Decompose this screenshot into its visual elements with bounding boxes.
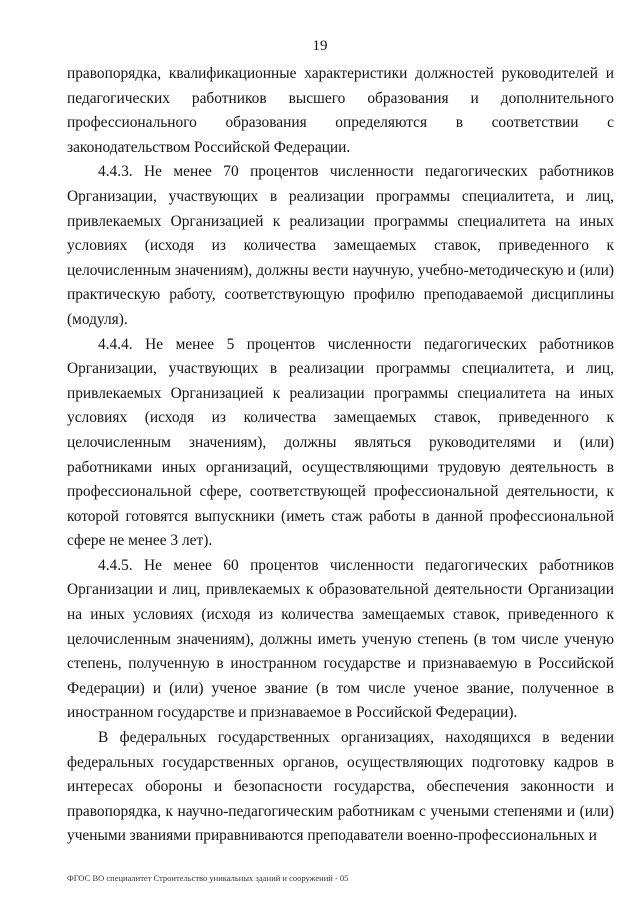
page-number: 19 xyxy=(312,38,328,54)
document-footer: ФГОС ВО специалитет Строительство уникальных зданий и сооружений - 05 xyxy=(67,873,349,883)
paragraph-4-4-4: 4.4.4. Не менее 5 процентов численности педагогических работников Организации, участвующих в реализации программы специалитета, и лиц, привлекаемых Организацией к реализации программы специалитета на иных условиях (исходя из количества замещаемых ставок, приведенного к целочисленным значениям), должны являться руководителями и (или) работниками иных организаций, осуществляющими трудовую деятельность в профессиональной сфере, соответствующей профессиональной деятельности, к которой готовятся выпускники (иметь стаж работы в данной профессиональной сфере не менее 3 лет). xyxy=(67,335,614,550)
paragraph-continuation: правопорядка, квалификационные характеристики должностей руководителей и педагогических работников высшего образования и дополнительного профессионального образования определяются в соответствии с законодательством Российской Федерации. xyxy=(67,65,614,156)
document-body xyxy=(67,62,614,849)
paragraph-4-4-3: 4.4.3. Не менее 70 процентов численности педагогических работников Организации, участвующих в реализации программы специалитета, и лиц, привлекаемых Организацией к реализации программы специалитета на иных условиях (исходя из количества замещаемых ставок, приведенного к целочисленным значениям), должны вести научную, учебно-методическую и (или) практическую работу, соответствующую профилю преподаваемой дисциплины (модуля). xyxy=(67,163,614,328)
paragraph-federal-organizations: В федеральных государственных организациях, находящихся в ведении федеральных государственных органов, осуществляющих подготовку кадров в интересах обороны и безопасности государства, обеспечения законности и правопорядка, к научно-педагогическим работникам с учеными степенями и (или) учеными званиями приравниваются преподаватели военно-профессиональных и xyxy=(67,729,614,845)
paragraph-4-4-5: 4.4.5. Не менее 60 процентов численности педагогических работников Организации и лиц, привлекаемых к образовательной деятельности Организации на иных условиях (исходя из количества замещаемых ставок, приведенного к целочисленным значениям), должны иметь ученую степень (в том числе ученую степень, полученную в иностранном государстве и признаваемую в Российской Федерации) и (или) ученое звание (в том числе ученое звание, полученное в иностранном государстве и признаваемое в Российской Федерации). xyxy=(67,556,614,722)
